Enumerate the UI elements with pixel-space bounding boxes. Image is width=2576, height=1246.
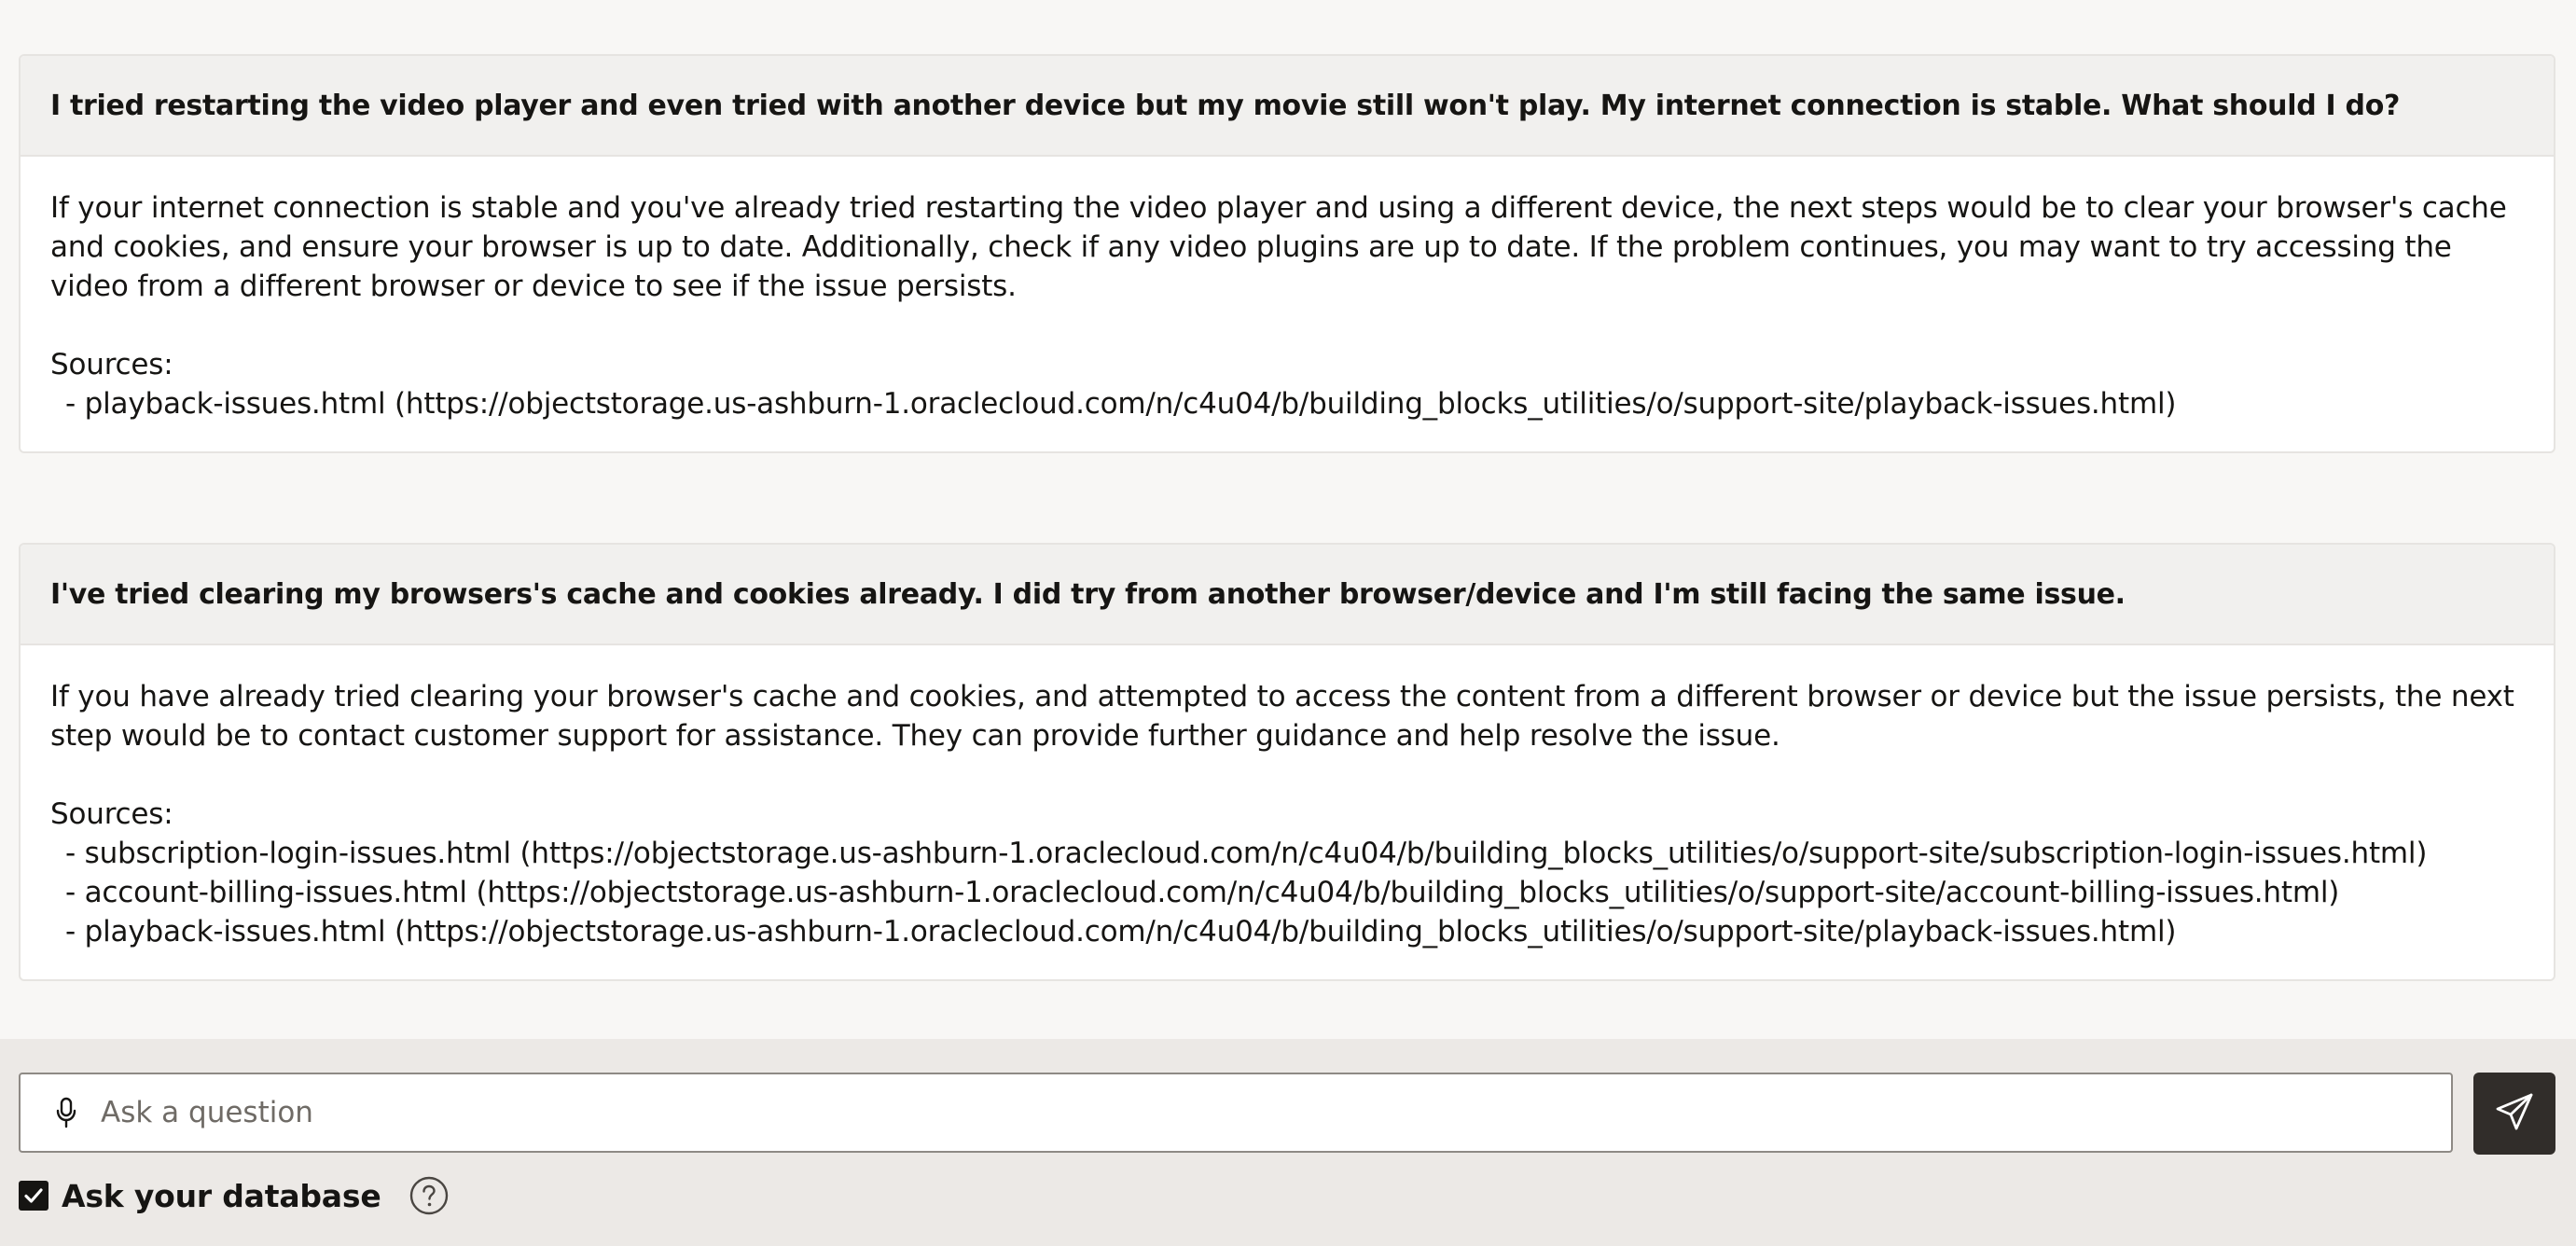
conversation-thread [19, 54, 2555, 981]
qa-card [19, 543, 2555, 981]
composer-bar [0, 1039, 2576, 1246]
ask-database-checkbox[interactable] [19, 1181, 48, 1211]
source-item: - playback-issues.html (https://objectstorage.us-ashburn-1.oraclecloud.com/n/c4u04/b/building_blocks_utilities/o/support-site/playback-issues.html) [65, 387, 2177, 421]
answer-text: If you have already tried clearing your browser's cache and cookies, and attempted to access the content from a different browser or device but the issue persists, the next step would be to contact customer support for assistance. They can provide further guidance and help resolve the issue. [50, 680, 2514, 753]
assistant-answer [21, 645, 2554, 979]
question-input[interactable] [101, 1085, 2451, 1141]
sources-label: Sources: [50, 797, 173, 831]
user-question: I tried restarting the video player and even tried with another device but my movie still won't play. My internet connection is stable. What should I do? [21, 56, 2554, 157]
microphone-icon[interactable] [52, 1094, 80, 1131]
sources-list [50, 345, 2524, 423]
question-input-container[interactable] [19, 1073, 2453, 1153]
question-circle-icon[interactable] [409, 1176, 449, 1215]
source-item: - subscription-login-issues.html (https://objectstorage.us-ashburn-1.oraclecloud.com/n/c4u04/b/building_blocks_utilities/o/support-site/subscription-login-issues.html) [65, 837, 2428, 870]
source-item: - account-billing-issues.html (https://objectstorage.us-ashburn-1.oraclecloud.com/n/c4u04/b/building_blocks_utilities/o/support-site/account-billing-issues.html) [65, 876, 2340, 909]
ask-database-option [19, 1177, 449, 1214]
assistant-answer [21, 157, 2554, 451]
qa-card [19, 54, 2555, 453]
send-button[interactable] [2473, 1073, 2555, 1155]
ask-database-label[interactable]: Ask your database [62, 1177, 381, 1214]
answer-text: If your internet connection is stable and you've already tried restarting the video player and using a different device, the next steps would be to clear your browser's cache and cookies, and ensure your browser is up to date. Additionally, check if any video plugins are up to date. If the problem continues, you may want to try accessing the video from a different browser or device to see if the issue persists. [50, 191, 2507, 303]
paper-plane-icon [2494, 1091, 2535, 1136]
sources-list [50, 795, 2524, 951]
sources-label: Sources: [50, 348, 173, 381]
user-question: I've tried clearing my browsers's cache and cookies already. I did try from another browser/device and I'm still facing the same issue. [21, 545, 2554, 645]
source-item: - playback-issues.html (https://objectstorage.us-ashburn-1.oraclecloud.com/n/c4u04/b/building_blocks_utilities/o/support-site/playback-issues.html) [65, 915, 2177, 948]
